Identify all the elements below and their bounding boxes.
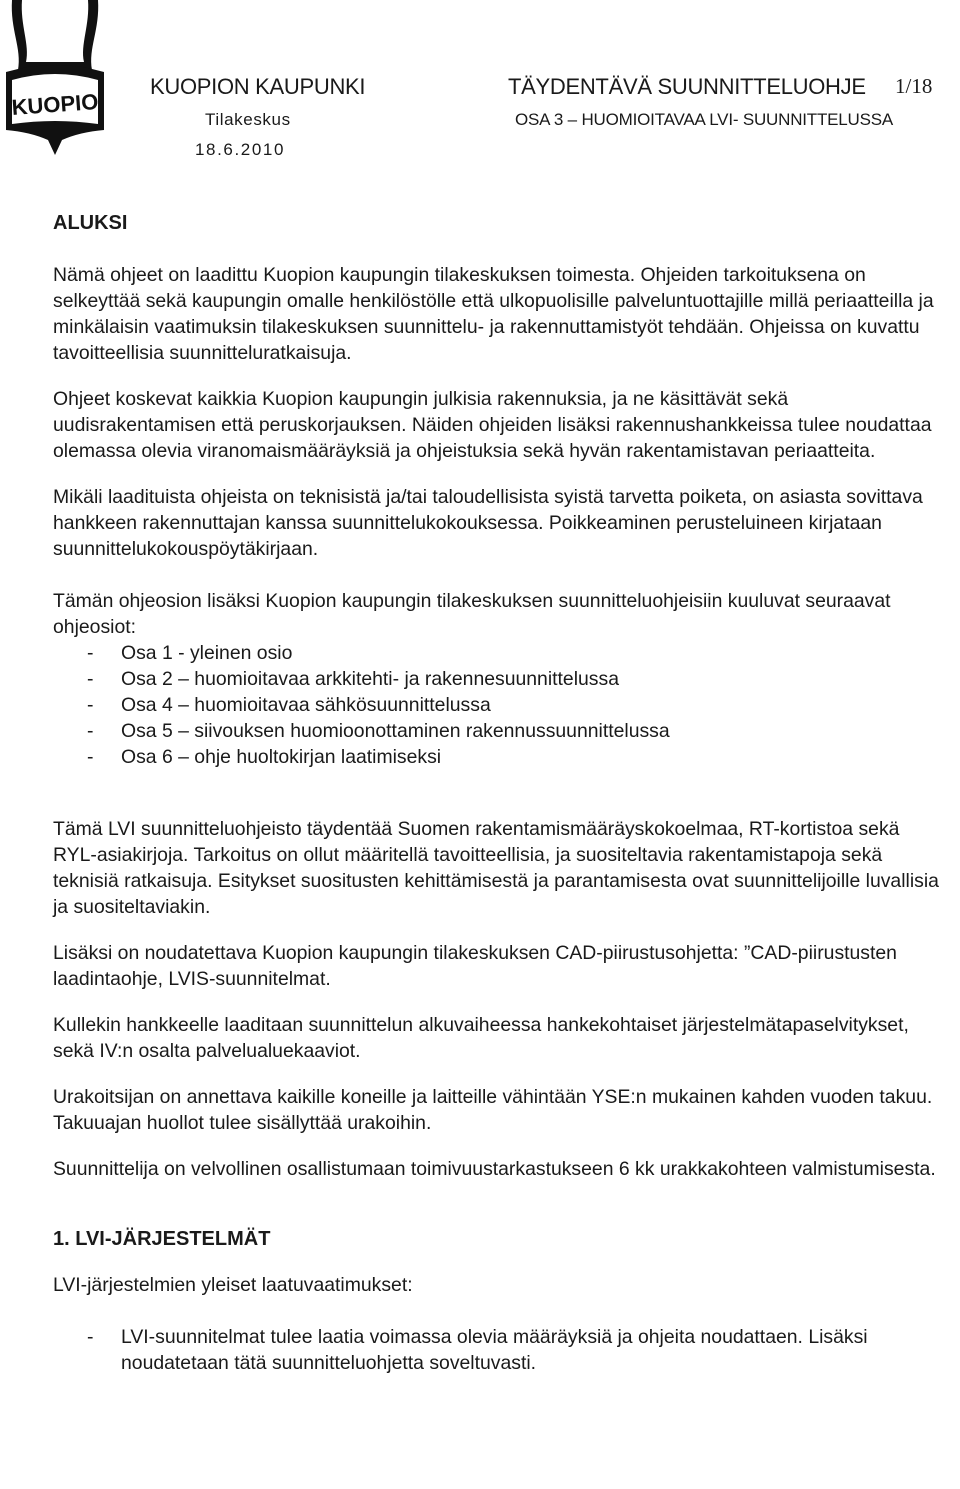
document-body — [53, 210, 943, 1376]
paragraph-9: Suunnittelija on velvollinen osallistumaan toimivuustarkastukseen 6 kk urakkakohteen valmistumisesta. — [53, 1158, 936, 1180]
paragraph-4: Tämän ohjeosion lisäksi Kuopion kaupungin tilakeskuksen suunnitteluohjeisiin kuuluvat seuraavat ohjeosiot: — [53, 590, 891, 638]
list-item: - Osa 1 - yleinen osio — [87, 642, 293, 664]
document-date: 18.6.2010 — [195, 140, 286, 159]
list-item: - Osa 4 – huomioitavaa sähkösuunnittelussa — [87, 694, 491, 716]
logo-text: KUOPIO — [10, 89, 100, 120]
paragraph-5: Tämä LVI suunnitteluohjeisto täydentää Suomen rakentamismääräyskokoelmaa, RT-kortistoa sekä RYL-asiakirjoja. Tarkoitus on ollut määritellä tavoitteellisia, ja suositeltavia rakentamistapoja sekä teknisiä ratkaisuja. Esitykset suositusten kehittämisestä ja parantamisesta ovat suunnittelijoille luvallisia ja suositeltaviakin. — [53, 818, 939, 918]
list-item: - Osa 2 – huomioitavaa arkkitehti- ja rakennesuunnittelussa — [87, 668, 619, 690]
paragraph-6: Lisäksi on noudatettava Kuopion kaupungin tilakeskuksen CAD-piirustusohjetta: ”CAD-piirustusten laadintaohje, LVIS-suunnitelmat. — [53, 942, 897, 990]
paragraph-7: Kullekin hankkeelle laaditaan suunnittelun alkuvaiheessa hankekohtaiset järjestelmätapaselvitykset, sekä IV:n osalta palvelualuekaaviot. — [53, 1014, 909, 1062]
requirements-list — [53, 1324, 943, 1376]
intro-heading: ALUKSI — [53, 212, 128, 234]
paragraph-10: LVI-järjestelmien yleiset laatuvaatimukset: — [53, 1274, 413, 1296]
document-title: TÄYDENTÄVÄ SUUNNITTELUOHJE — [508, 74, 866, 99]
paragraph-8: Urakoitsijan on annettava kaikille koneille ja laitteille vähintään YSE:n mukainen kahden vuoden takuu. Takuuajan huollot tulee sisällyttää urakoihin. — [53, 1086, 933, 1134]
unit-name: Tilakeskus — [205, 110, 291, 129]
section-1-heading: 1. LVI-JÄRJESTELMÄT — [53, 1228, 271, 1250]
list-item: - Osa 5 – siivouksen huomioonottaminen rakennussuunnittelussa — [87, 720, 670, 742]
kuopio-logo — [0, 0, 110, 155]
section-list — [53, 640, 943, 770]
list-item: - LVI-suunnitelmat tulee laatia voimassa olevia määräyksiä ja ohjeita noudattaen. Lisäksi noudatetaan tätä suunnitteluohjetta soveltuvasti. — [87, 1326, 868, 1374]
paragraph-2: Ohjeet koskevat kaikkia Kuopion kaupungin julkisia rakennuksia, ja ne käsittävät sekä uudisrakentamisen että peruskorjauksen. Näiden ohjeiden lisäksi rakennushankkeissa tulee noudattaa olemassa olevia viranomaismääräyksiä ja ohjeistuksia sekä hyvän rakentamistavan periaatteita. — [53, 388, 932, 462]
organization-name: KUOPION KAUPUNKI — [150, 74, 366, 99]
document-subtitle: OSA 3 – HUOMIOITAVAA LVI- SUUNNITTELUSSA — [515, 110, 894, 129]
list-item: - Osa 6 – ohje huoltokirjan laatimiseksi — [87, 746, 442, 768]
paragraph-1: Nämä ohjeet on laadittu Kuopion kaupungin tilakeskuksen toimesta. Ohjeiden tarkoituksena on selkeyttää sekä kaupungin omalle henkilöstölle että ulkopuolisille palveluntuottajille millä periaatteilla ja minkälaisin vaatimuksin tilakeskuksen suunnittelu- ja rakennuttamistyöt tehdään. Ohjeissa on kuvattu tavoitteellisia suunnitteluratkaisuja. — [53, 264, 934, 364]
paragraph-3: Mikäli laadituista ohjeista on teknisistä ja/tai taloudellisista syistä tarvetta poiketa, on asiasta sovittava hankkeen rakennuttajan kanssa suunnittelukokouksessa. Poikkeaminen perusteluineen kirjataan suunnittelukokouspöytäkirjaan. — [53, 486, 923, 560]
page-number: 1/18 — [895, 74, 933, 98]
